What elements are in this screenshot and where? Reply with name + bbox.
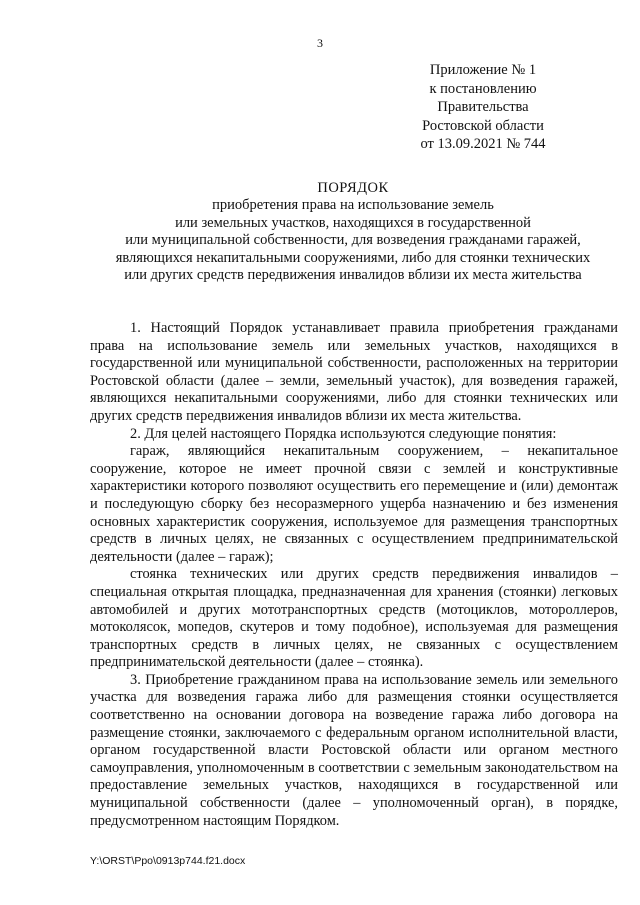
appendix-line: Приложение № 1 <box>429 62 537 78</box>
page-number: 3 <box>317 36 323 50</box>
paragraph: гараж, являющийся некапитальным сооружением, – некапитальное сооружение, которое не имеет прочной связи с землей и конструктивные характеристики которого позволяют осуществить его перемещение и (или) демонтаж и последующую сборку без несоразмерного ущерба назначению и без изменения основных характеристик сооружения, используемое для размещения транспортных средств в личных целях, не связанных с осуществлением предпринимательской деятельности (далее – гараж); <box>90 443 618 565</box>
appendix-header <box>383 61 583 154</box>
title-line: или земельных участков, находящихся в государственной <box>175 214 531 231</box>
appendix-line: к постановлению <box>429 80 537 97</box>
document-body <box>90 320 618 830</box>
appendix-line: Правительства <box>437 99 529 115</box>
appendix-line: Ростовской области <box>422 117 544 134</box>
title-line: или муниципальной собственности, для возведения гражданами гаражей, <box>125 232 581 249</box>
paragraph: 2. Для целей настоящего Порядка используются следующие понятия: <box>130 425 557 442</box>
file-path-footer: Y:\ORST\Ppo\0913p744.f21.docx <box>90 855 246 867</box>
document-title <box>88 180 618 284</box>
title-line: или других средств передвижения инвалидов вблизи их места жительства <box>124 267 582 284</box>
title-line: являющихся некапитальными сооружениями, либо для стоянки технических <box>115 249 591 266</box>
paragraph: стоянка технических или других средств передвижения инвалидов – специальная открытая площадка, предназначенная для хранения (стоянки) легковых автомобилей и других мототранспортных средств (мотоциклов, мотороллеров, мотоколясок, мопедов, скутеров и тому подобное), используемая для размещения транспортных средств в личных целях, не связанных с осуществлением предпринимательской деятельности (далее – стоянка). <box>90 566 618 671</box>
paragraph: 3. Приобретение гражданином права на использование земель или земельного участка для возведения гаража либо для размещения стоянки осуществляется соответственно на основании договора на возведение гаража либо договора на размещение стоянки, заключаемого с федеральным органом исполнительной власти, органом государственной власти Ростовской области или органом местного самоуправления, уполномоченным в соответствии с земельным законодательством на предоставление земельных участков, находящихся в государственной или муниципальной собственности (далее – уполномоченный орган), в порядке, предусмотренном настоящим Порядком. <box>90 671 618 829</box>
appendix-line: от 13.09.2021 № 744 <box>420 136 546 152</box>
title-main: ПОРЯДОК <box>317 180 389 196</box>
paragraph: 1. Настоящий Порядок устанавливает правила приобретения гражданами права на использование земель или земельных участков, находящихся в государственной или муниципальной собственности, расположенных на территории Ростовской области (далее – земли, земельный участок), для возведения гаражей, являющихся некапитальными сооружениями, либо для стоянки технических или других средств передвижения инвалидов вблизи их места жительства. <box>90 320 618 424</box>
title-line: приобретения права на использование земель <box>212 197 494 214</box>
